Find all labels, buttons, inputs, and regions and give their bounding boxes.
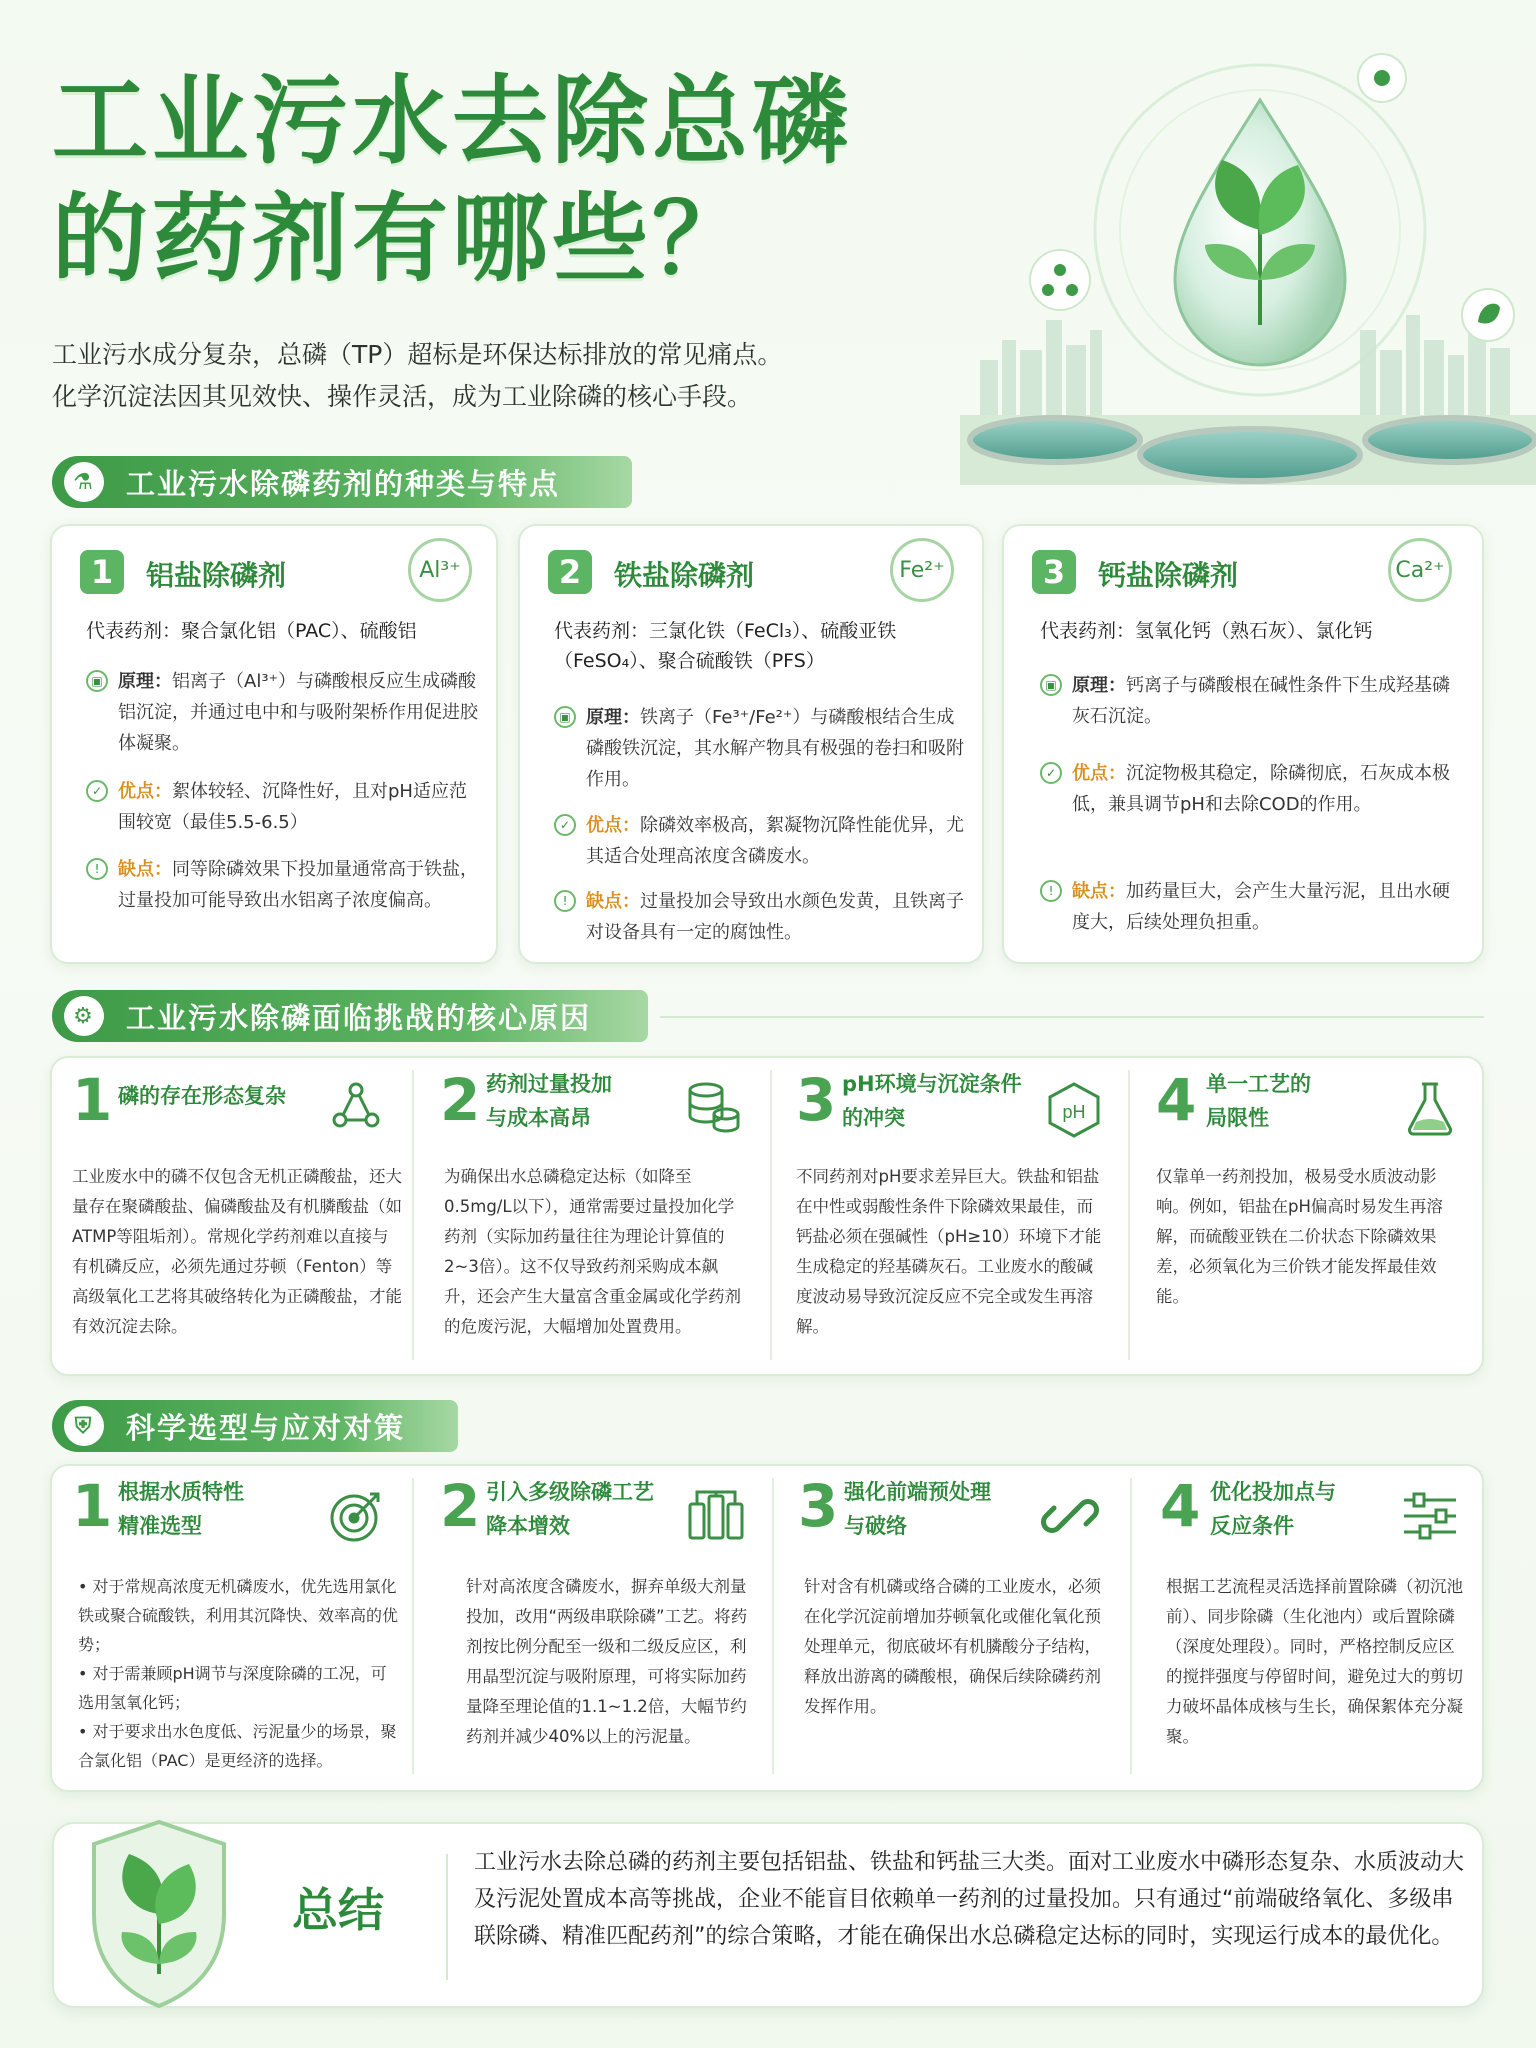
challenge-title: pH环境与沉淀条件	[842, 1072, 1022, 1096]
strategy-title-2: 反应条件	[1210, 1514, 1294, 1538]
strategy-body: 针对高浓度含磷废水，摒弃单级大剂量投加，改用“两级串联除磷”工艺。将药剂按比例分配至一级和二级反应区，利用晶型沉淀与吸附原理，可将实际加药量降至理论值的1.1~1.2倍，大幅节约药剂并减少40%以上的污泥量。	[466, 1577, 748, 1746]
svg-text:pH: pH	[1062, 1102, 1086, 1122]
factory-icon: ⚙	[64, 996, 104, 1036]
section-strategy-title: 科学选型与应对对策	[126, 1410, 406, 1445]
representative-agents: 代表药剂：氢氧化钙（熟石灰）、氯化钙	[1040, 620, 1373, 642]
strategy-body: 针对含有机磷或络合磷的工业废水，必须在化学沉淀前增加芬顿氧化或催化氧化预处理单元，彻底破坏有机膦酸分子结构，释放出游离的磷酸根，确保后续除磷药剂发挥作用。	[804, 1577, 1101, 1716]
strategy-title: 优化投加点与	[1210, 1480, 1336, 1504]
divider	[660, 1016, 1484, 1018]
intro-line-2: 化学沉淀法因其见效快、操作灵活，成为工业除磷的核心手段。	[52, 382, 753, 411]
warning-icon: !	[86, 858, 108, 880]
challenge-title: 药剂过量投加	[486, 1072, 612, 1096]
challenge-title: 磷的存在形态复杂	[118, 1084, 286, 1108]
divider	[1130, 1478, 1132, 1774]
card-title: 钙盐除磷剂	[1098, 559, 1239, 592]
strategy-number: 1	[72, 1472, 113, 1540]
calcium-salt-card	[1002, 524, 1484, 964]
divider	[772, 1478, 774, 1774]
strategy-title: 根据水质特性	[118, 1480, 244, 1504]
divider	[1128, 1070, 1130, 1360]
card-title: 铝盐除磷剂	[146, 559, 287, 592]
warning-icon: !	[554, 890, 576, 912]
section-strategy-header	[52, 1400, 458, 1452]
ca-ion-icon: Ca²⁺	[1388, 538, 1452, 602]
molecule-icon	[326, 1076, 386, 1136]
chain-link-icon	[1040, 1486, 1100, 1546]
flask-icon	[1400, 1078, 1460, 1138]
thumbs-up-icon: ✓	[1040, 762, 1062, 784]
challenge-number: 1	[72, 1066, 113, 1134]
challenge-number: 3	[796, 1066, 837, 1134]
principle-icon: ▣	[1040, 674, 1062, 696]
fe-ion-icon: Fe²⁺	[890, 538, 954, 602]
strategy-title-2: 降本增效	[486, 1514, 570, 1538]
card-title: 铁盐除磷剂	[614, 559, 755, 592]
strategy-body: 根据工艺流程灵活选择前置除磷（初沉池前）、同步除磷（生化池内）或后置除磷（深度处理段）。同时，严格控制反应区的搅拌强度与停留时间，避免过大的剪切力破坏晶体成核与生长，确保絮体充分凝聚。	[1166, 1577, 1463, 1746]
principle-row: ▣ 原理：铁离子（Fe³⁺/Fe²⁺）与磷酸根结合生成磷酸铁沉淀，其水解产物具有极强的卷扫和吸附作用。	[554, 702, 964, 795]
sliders-icon	[1400, 1486, 1460, 1546]
target-icon	[326, 1486, 386, 1546]
advantage-row: ✓ 优点：絮体较轻、沉降性好，且对pH适应范围较宽（最佳5.5-6.5）	[86, 776, 478, 838]
principle-icon: ▣	[554, 706, 576, 728]
summary-text: 工业污水去除总磷的药剂主要包括铝盐、铁盐和钙盐三大类。面对工业废水中磷形态复杂、水质波动大及污泥处置成本高等挑战，企业不能盲目依赖单一药剂的过量投加。只有通过“前端破络氧化、多级串联除磷、精准匹配药剂”的综合策略，才能在确保出水总磷稳定达标的同时，实现运行成本的最优化。	[474, 1850, 1465, 1949]
card-number-badge: 3	[1032, 550, 1076, 594]
principle-row: ▣ 原理：钙离子与磷酸根在碱性条件下生成羟基磷灰石沉淀。	[1040, 670, 1460, 732]
strategy-title: 强化前端预处理	[844, 1480, 991, 1504]
strategy-number: 3	[798, 1472, 839, 1540]
challenge-title-2: 局限性	[1206, 1106, 1269, 1130]
intro-line-1: 工业污水成分复杂，总磷（TP）超标是环保达标排放的常见痛点。	[52, 340, 783, 369]
representative-agents: 代表药剂：三氯化铁（FeCl₃）、硫酸亚铁（FeSO₄）、聚合硫酸铁（PFS）	[554, 620, 897, 672]
coins-icon	[682, 1076, 742, 1136]
title-line-2: 的药剂有哪些？	[52, 183, 752, 295]
page-title	[52, 62, 852, 298]
divider	[770, 1070, 772, 1360]
iron-salt-card	[518, 524, 984, 964]
shield-icon: ⛨	[64, 1406, 104, 1446]
strategy-title-2: 精准选型	[118, 1514, 202, 1538]
flask-icon: ⚗	[64, 462, 104, 502]
challenge-body: 工业废水中的磷不仅包含无机正磷酸盐，还大量存在聚磷酸盐、偏磷酸盐及有机膦酸盐（如ATMP等阻垢剂）。常规化学药剂难以直接与有机磷反应，必须先通过芬顿（Fenton）等高级氧化工艺将其破络转化为正磷酸盐，才能有效沉淀去除。	[72, 1167, 402, 1336]
intro	[52, 334, 952, 418]
card-number-badge: 2	[548, 550, 592, 594]
section-challenges-title: 工业污水除磷面临挑战的核心原因	[126, 1000, 592, 1035]
divider	[412, 1478, 414, 1774]
disadvantage-row: ! 缺点：加药量巨大，会产生大量污泥，且出水硬度大，后续处理负担重。	[1040, 876, 1460, 938]
challenge-body: 不同药剂对pH要求差异巨大。铁盐和铝盐在中性或弱酸性条件下除磷效果最佳，而钙盐必须在强碱性（pH≥10）环境下才能生成稳定的羟基磷灰石。工业废水的酸碱度波动易导致沉淀反应不完全或发生再溶解。	[796, 1167, 1102, 1336]
hero-illustration	[960, 30, 1536, 485]
advantage-row: ✓ 优点：除磷效率极高，絮凝物沉降性能优异，尤其适合处理高浓度含磷废水。	[554, 810, 964, 872]
principle-row: ▣ 原理：铝离子（Al³⁺）与磷酸根反应生成磷酸铝沉淀，并通过电中和与吸附架桥作用促进胶体凝聚。	[86, 666, 478, 759]
summary-panel	[52, 1822, 1484, 2008]
representative-agents: 代表药剂：聚合氯化铝（PAC）、硫酸铝	[86, 620, 417, 642]
process-tanks-icon	[686, 1484, 746, 1544]
ph-icon	[1044, 1080, 1104, 1140]
warning-icon: !	[1040, 880, 1062, 902]
card-number-badge: 1	[80, 550, 124, 594]
strategy-body: • 对于常规高浓度无机磷废水，优先选用氯化铁或聚合硫酸铁，利用其沉降快、效率高的优势； • 对于需兼顾pH调节与深度除磷的工况，可选用氢氧化钙； • 对于要求出水色度低、污泥量少的场景，聚合氯化铝（PAC）是更经济的选择。	[78, 1577, 399, 1770]
principle-icon: ▣	[86, 670, 108, 692]
al-ion-icon: Al³⁺	[408, 538, 472, 602]
strategy-title: 引入多级除磷工艺	[486, 1480, 654, 1504]
summary-label: 总结	[292, 1883, 384, 1937]
challenge-body: 为确保出水总磷稳定达标（如降至0.5mg/L以下），通常需要过量投加化学药剂（实际加药量往往为理论计算值的2~3倍）。这不仅导致药剂采购成本飙升，还会产生大量富含重金属或化学药剂的危废污泥，大幅增加处置费用。	[444, 1167, 741, 1336]
challenge-title-2: 与成本高昂	[486, 1106, 591, 1130]
divider	[446, 1854, 448, 1980]
advantage-row: ✓ 优点：沉淀物极其稳定，除磷彻底，石灰成本极低，兼具调节pH和去除COD的作用。	[1040, 758, 1460, 820]
disadvantage-row: ! 缺点：过量投加会导致出水颜色发黄，且铁离子对设备具有一定的腐蚀性。	[554, 886, 964, 948]
section-types-title: 工业污水除磷药剂的种类与特点	[126, 466, 561, 501]
aluminum-salt-card	[50, 524, 498, 964]
challenge-title: 单一工艺的	[1206, 1072, 1311, 1096]
thumbs-up-icon: ✓	[554, 814, 576, 836]
strategy-title-2: 与破络	[844, 1514, 907, 1538]
section-challenges-header	[52, 990, 648, 1042]
challenge-body: 仅靠单一药剂投加，极易受水质波动影响。例如，铝盐在pH偏高时易发生再溶解，而硫酸亚铁在二价状态下除磷效果差，必须氧化为三价铁才能发挥最佳效能。	[1156, 1167, 1443, 1306]
challenge-title-2: 的冲突	[842, 1106, 905, 1130]
section-types-header	[52, 456, 632, 508]
divider	[412, 1070, 414, 1360]
challenge-number: 4	[1156, 1066, 1197, 1134]
leaf-shield-icon	[74, 1814, 244, 2014]
disadvantage-row: ! 缺点：同等除磷效果下投加量通常高于铁盐，过量投加可能导致出水铝离子浓度偏高。	[86, 854, 478, 916]
thumbs-up-icon: ✓	[86, 780, 108, 802]
challenge-number: 2	[440, 1066, 481, 1134]
strategy-number: 4	[1160, 1472, 1201, 1540]
title-line-1: 工业污水去除总磷	[52, 65, 852, 177]
strategy-number: 2	[440, 1472, 481, 1540]
